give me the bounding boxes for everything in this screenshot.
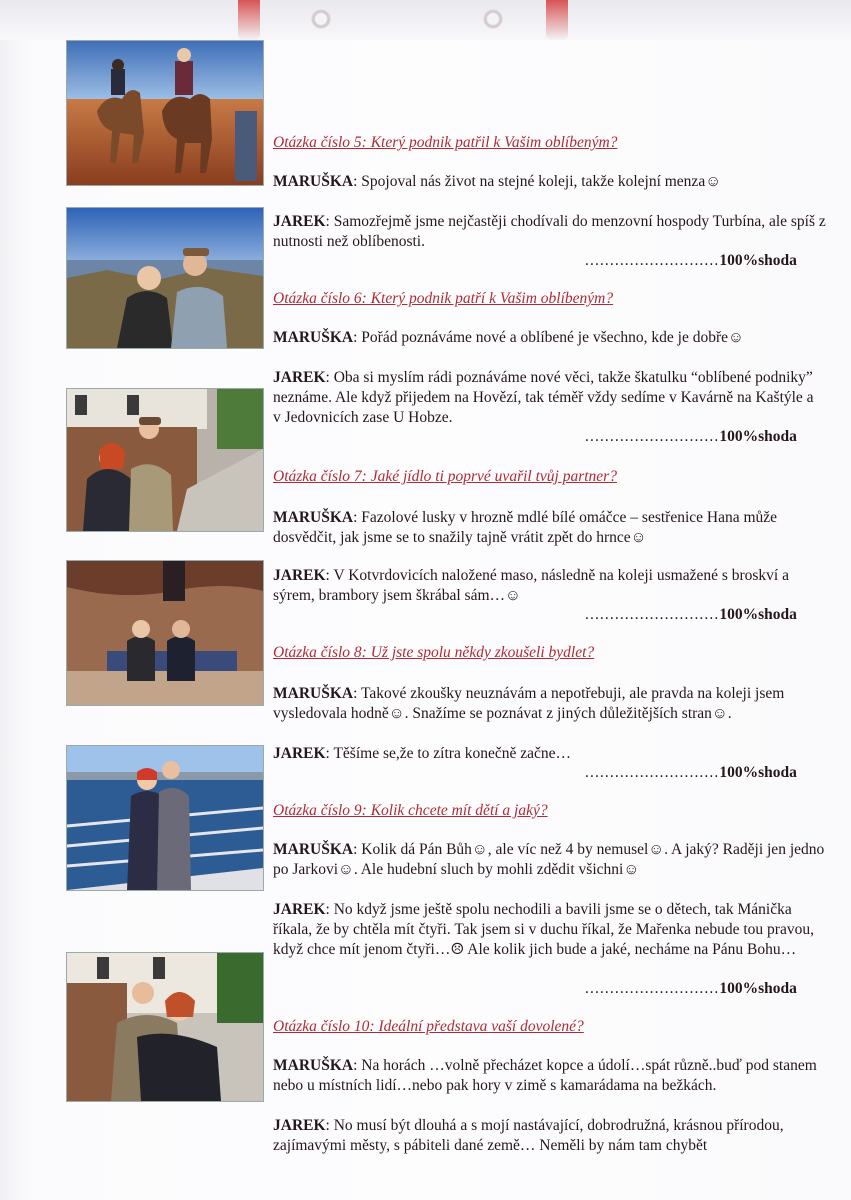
answer-text: Fazolové lusky v hrozně mdlé bílé omáčce – sestřenice Hana může dosvědčit, jak jsme se to snažily tajně vrátit zpět do hrnce☺ [273, 509, 778, 546]
dot-leader: ........................... [585, 980, 720, 997]
speaker-jarek: JAREK [273, 369, 326, 386]
punch-hole [310, 8, 332, 30]
match-score-q5 [585, 252, 797, 270]
match-result: 100%shoda [719, 428, 797, 445]
speaker-maruska: MARUŠKA [273, 329, 354, 346]
binder-tab-left [238, 0, 260, 40]
answer-jarek-q7: JAREK: V Kotvrdovicích naložené maso, následně na koleji usmažené s broskví a sýrem, brambory jsem škrábal sám…☺ [273, 567, 789, 604]
speaker-maruska: MARUŠKA [273, 509, 354, 526]
dot-leader: ........................... [585, 428, 720, 445]
answer-text: Samozřejmě jsme nejčastěji chodívali do menzovní hospody Turbína, ale spíš z nutnosti než oblíbenosti. [273, 213, 826, 250]
question-10: Otázka číslo 10: Ideální představa vaší dovolené? [273, 1018, 584, 1035]
match-result: 100%shoda [719, 606, 797, 623]
answer-jarek-q6: JAREK: Oba si myslím rádi poznáváme nové věci, takže škatulku “oblíbené podniky” neznáme. Ale když přijedem na Hovězí, tak téměř vždy sedíme v Kavárně na Kaštýle a v Jedovnicích zase U Hobze. [273, 369, 814, 426]
photo-couple-ship [66, 745, 264, 891]
speaker-maruska: MARUŠKA [273, 173, 354, 190]
photo-couple-mountain [66, 207, 264, 349]
match-score-q9 [585, 980, 797, 998]
dot-leader: ........................... [585, 252, 720, 269]
photo-couple-cave [66, 560, 264, 706]
dot-leader: ........................... [585, 606, 720, 623]
answer-maruska-q8: MARUŠKA: Takové zkoušky neuznávám a nepotřebuji, ale pravda na koleji jsem vysledovala hodně☺. Snažíme se poznávat z jiných důležitějších stran☺. [273, 685, 785, 722]
speaker-jarek: JAREK [273, 901, 326, 918]
answer-text: No když jsme ještě spolu nechodili a bavili jsme se o dětech, tak Mánička říkala, že by chtěla mít čtyři. Tak jsem si v duchu říkal, že Mařenka nebude tou pravou, když chce mít jenom čtyři…☹ Ale kolik jich bude a jaké, necháme na Pánu Bohu… [273, 901, 814, 958]
question-7: Otázka číslo 7: Jaké jídlo ti poprvé uvařil tvůj partner? [273, 468, 617, 485]
answer-maruska-q5: MARUŠKA: Spojoval nás život na stejné koleji, takže kolejní menza☺ [273, 173, 722, 190]
match-score-q6 [585, 428, 797, 446]
photo-couple-laughing [66, 952, 264, 1102]
question-5: Otázka číslo 5: Který podnik patřil k Vašim oblíbeným? [273, 134, 618, 151]
answer-jarek-q9: JAREK: No když jsme ještě spolu nechodili a bavili jsme se o dětech, tak Mánička říkala, že by chtěla mít čtyři. Tak jsem si v duchu říkal, že Mařenka nebude tou pravou, když chce mít jenom čtyři…☹ Ale kolik jich bude a jaké, necháme na Pánu Bohu… [273, 901, 814, 958]
punch-hole [482, 8, 504, 30]
answer-maruska-q9: MARUŠKA: Kolik dá Pán Bůh☺, ale víc než 4 by nemusel☺. A jaký? Raději jen jedno po Jarkovi☺. Ale hudební sluch by mohli zdědit všichni☺ [273, 841, 825, 878]
speaker-jarek: JAREK [273, 1117, 326, 1134]
match-result: 100%shoda [719, 764, 797, 781]
speaker-jarek: JAREK [273, 567, 326, 584]
speaker-maruska: MARUŠKA [273, 841, 354, 858]
match-score-q8 [585, 764, 797, 782]
answer-text: Oba si myslím rádi poznáváme nové věci, takže škatulku “oblíbené podniky” neznáme. Ale když přijedem na Hovězí, tak téměř vždy sedíme v Kavárně na Kaštýle a v Jedovnicích zase U Hobze. [273, 369, 814, 426]
answer-jarek-q10: JAREK: No musí být dlouhá a s mojí nastávající, dobrodružná, krásnou přírodou, zajímavými městy, s pábiteli dané země… Neměli by nám tam chybět [273, 1117, 784, 1154]
answer-text: Spojoval nás život na stejné koleji, takže kolejní menza☺ [361, 173, 722, 190]
answer-maruska-q6: MARUŠKA: Pořád poznáváme nové a oblíbené je všechno, kde je dobře☺ [273, 329, 744, 346]
photo-couple-castle [66, 388, 264, 532]
speaker-maruska: MARUŠKA [273, 685, 354, 702]
answer-text: Na horách …volně přecházet kopce a údolí…spát různě..buď pod stanem nebo u místních lidí…nebo pak hory v zimě s kamarádama na bežkách. [273, 1057, 817, 1094]
speaker-jarek: JAREK [273, 213, 326, 230]
question-6: Otázka číslo 6: Který podnik patří k Vašim oblíbeným? [273, 290, 614, 307]
answer-text: Takové zkoušky neuznávám a nepotřebuji, ale pravda na koleji jsem vysledovala hodně☺. Snažíme se poznávat z jiných důležitějších stran☺. [273, 685, 785, 722]
answer-maruska-q10: MARUŠKA: Na horách …volně přecházet kopce a údolí…spát různě..buď pod stanem nebo u místních lidí…nebo pak hory v zimě s kamarádama na bežkách. [273, 1057, 817, 1094]
dot-leader: ........................... [585, 764, 720, 781]
binder-fold [0, 0, 851, 40]
question-8: Otázka číslo 8: Už jste spolu někdy zkoušeli bydlet? [273, 644, 595, 661]
match-result: 100%shoda [719, 980, 797, 997]
answer-jarek-q5: JAREK: Samozřejmě jsme nejčastěji chodívali do menzovní hospody Turbína, ale spíš z nutnosti než oblíbenosti. [273, 213, 826, 250]
answer-text: Těšíme se,že to zítra konečně začne… [333, 745, 571, 762]
speaker-maruska: MARUŠKA [273, 1057, 354, 1074]
answer-maruska-q7: MARUŠKA: Fazolové lusky v hrozně mdlé bílé omáčce – sestřenice Hana může dosvědčit, jak jsme se to snažily tajně vrátit zpět do hrnce☺ [273, 509, 778, 546]
question-9: Otázka číslo 9: Kolik chcete mít dětí a jaký? [273, 802, 548, 819]
match-score-q7 [585, 606, 797, 624]
binder-tab-right [546, 0, 568, 40]
answer-text: Pořád poznáváme nové a oblíbené je všechno, kde je dobře☺ [361, 329, 744, 346]
answer-jarek-q8: JAREK: Těšíme se,že to zítra konečně začne… [273, 745, 571, 762]
speaker-jarek: JAREK [273, 745, 326, 762]
match-result: 100%shoda [719, 252, 797, 269]
answer-text: V Kotvrdovicích naložené maso, následně na koleji usmažené s broskví a sýrem, brambory jsem škrábal sám…☺ [273, 567, 789, 604]
photo-camels-desert [66, 40, 264, 186]
answer-text: Kolik dá Pán Bůh☺, ale víc než 4 by nemusel☺. A jaký? Raději jen jedno po Jarkovi☺. Ale hudební sluch by mohli zdědit všichni☺ [273, 841, 825, 878]
answer-text: No musí být dlouhá a s mojí nastávající, dobrodružná, krásnou přírodou, zajímavými městy, s pábiteli dané země… Neměli by nám tam chybět [273, 1117, 784, 1154]
